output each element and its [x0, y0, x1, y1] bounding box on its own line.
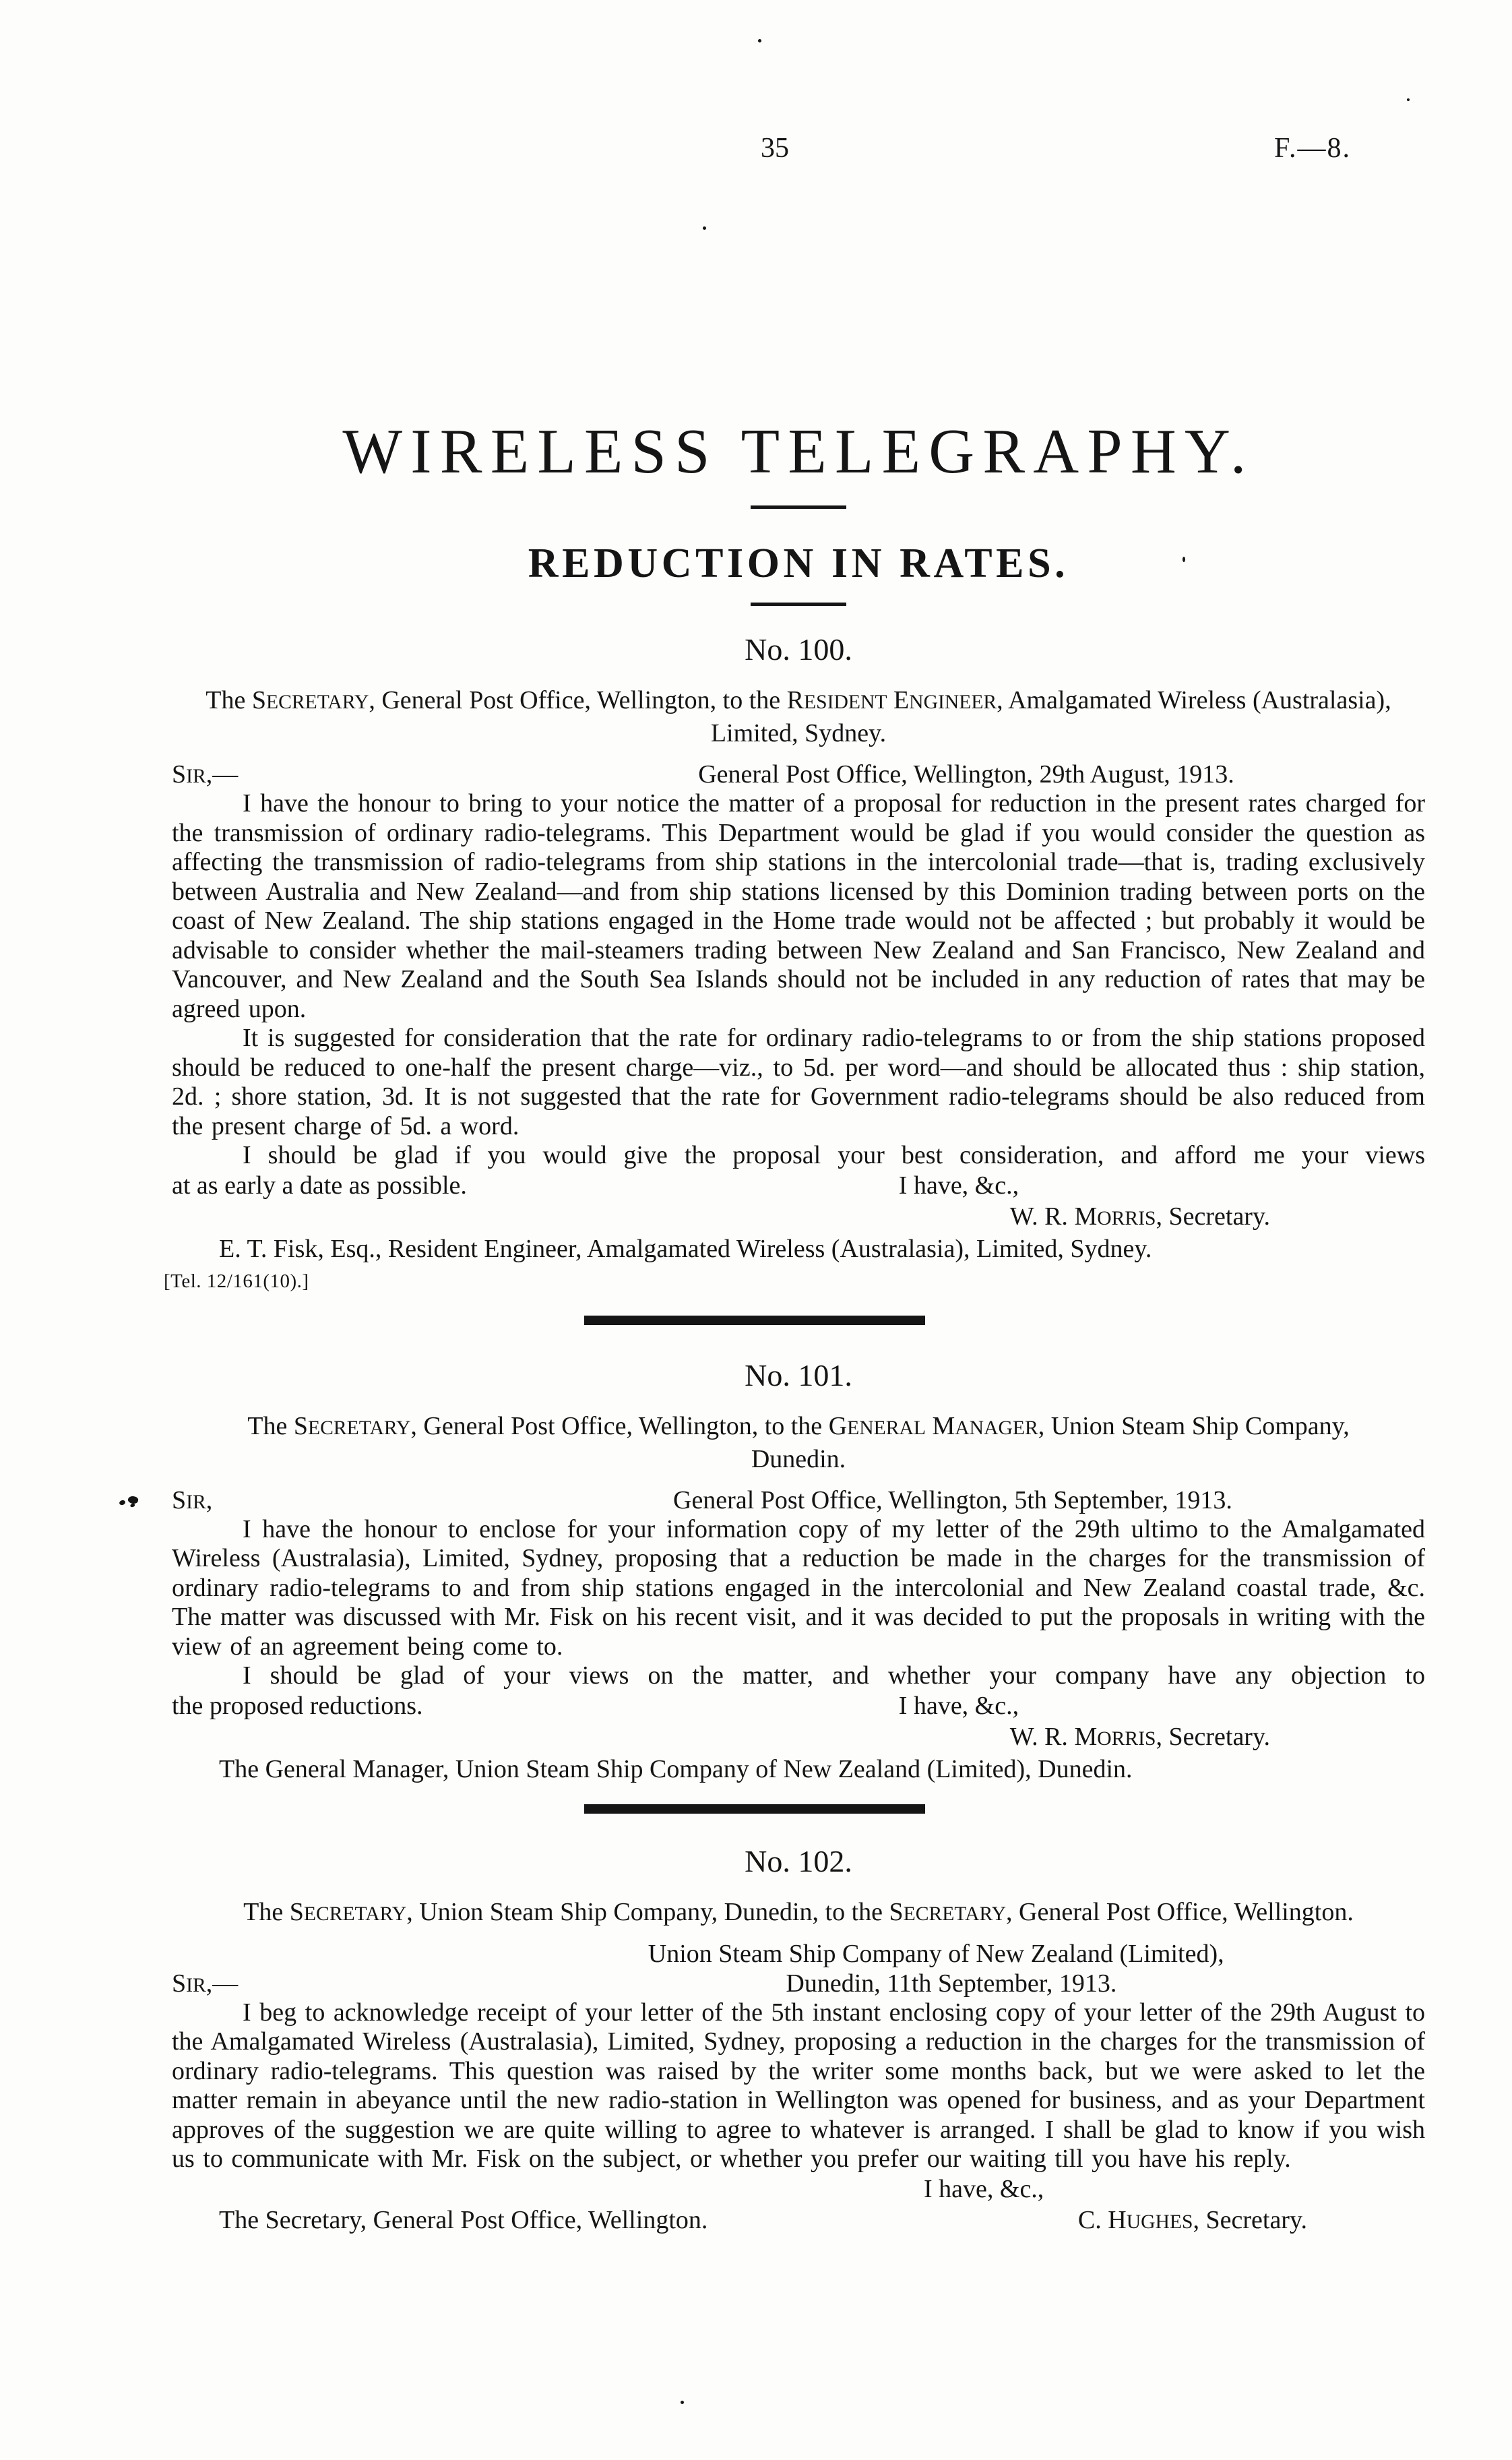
salutation: SIR,—	[172, 1969, 239, 1998]
valediction: I have, &c.,	[898, 1171, 1019, 1200]
body-paragraph: It is suggested for consideration that the rate for ordinary radio-telegrams to or from the ship stations proposed should be reduced to one-half the present charge—viz., to 5d. per word—and should be allocated thus : ship station, 2d. ; shore station, 3d. It is not suggested that the rate for Government radio-telegrams should be also reduced from the present charge of 5d. a word.	[172, 1024, 1425, 1140]
letter-number: No. 102.	[745, 1843, 852, 1878]
telegram-footnote: [Tel. 12/161(10).]	[164, 1270, 309, 1292]
sender-address: Union Steam Ship Company of New Zealand (Limited),	[648, 1939, 1224, 1968]
addressee-line: E. T. Fisk, Esq., Resident Engineer, Amalgamated Wireless (Australasia), Limited, Sydney.	[219, 1234, 1152, 1263]
closing-line: at as early a date as possible.	[172, 1171, 467, 1200]
addressee-signature-row	[172, 2205, 1425, 2236]
letter-102	[172, 1843, 1425, 2236]
signature-row	[172, 1722, 1425, 1753]
letter-100	[164, 632, 1425, 1293]
letter-number: No. 101.	[745, 1357, 852, 1392]
addressee-line: The General Manager, Union Steam Ship Company of New Zealand (Limited), Dunedin.	[219, 1754, 1133, 1783]
closing-line: the proposed reductions.	[172, 1691, 423, 1720]
page-header	[172, 132, 1425, 167]
body-paragraph: I have the honour to bring to your notice the matter of a proposal for reduction in the present rates charged for the transmission of ordinary radio-telegrams. This Department would be glad if you would consider the question as affecting the transmission of radio-telegrams from ship stations in the intercolonial trade—that is, trading exclusively between Australia and New Zealand—and from ship stations licensed by this Dominion trading between ports on the coast of New Zealand. The ship stations engaged in the Home trade would not be affected ; but probably it would be advisable to consider whether the mail-steamers trading between New Zealand and San Francisco, New Zealand and Vancouver, and New Zealand and the South Sea Islands should not be included in any reduction of rates that may be agreed upon.	[172, 789, 1425, 1023]
ink-mark	[119, 1496, 142, 1512]
body-paragraph: I should be glad if you would give the proposal your best consideration, and afford me your views	[243, 1141, 1425, 1169]
title-rule	[751, 505, 846, 509]
section-divider	[584, 1804, 925, 1814]
sender-address-row	[172, 1939, 1425, 1969]
scan-speckle	[681, 2401, 684, 2404]
paper-reference: F.—8.	[1274, 133, 1351, 164]
letter-heading: The SECRETARY, General Post Office, Wellington, to the RESIDENT ENGINEER, Amalgamated Wireless (Australasia), Limited, Sydney.	[206, 686, 1391, 747]
scan-speckle	[1183, 557, 1185, 562]
salutation: SIR,	[172, 1485, 213, 1514]
dateline: General Post Office, Wellington, 5th September, 1913.	[673, 1485, 1232, 1514]
salutation-date-row	[172, 760, 1425, 789]
scan-speckle	[758, 39, 761, 42]
salutation-date-row	[172, 1969, 1425, 1998]
body-paragraph: I beg to acknowledge receipt of your letter of the 5th instant enclosing copy of your letter of the 29th August to the Amalgamated Wireless (Australasia), Limited, Sydney, proposing a reduction in the charges for the transmission of ordinary radio-telegrams. This question was raised by the writer some months back, but we were asked to let the matter remain in abeyance until the new radio-station in Wellington was opened for business, and as your Department approves of the suggestion we are quite willing to agree to whatever is arranged. I shall be glad to know if you wish us to communicate with Mr. Fisk on the subject, or whether you prefer our waiting till you have his reply.	[172, 1998, 1425, 2173]
dateline: Dunedin, 11th September, 1913.	[786, 1969, 1117, 1998]
section-divider	[584, 1316, 925, 1325]
salutation: SIR,—	[172, 760, 239, 789]
body-paragraph: I should be glad of your views on the matter, and whether your company have any objection to	[243, 1661, 1425, 1690]
addressee-line: The Secretary, General Post Office, Wellington.	[219, 2205, 708, 2234]
body-paragraph: I have the honour to enclose for your information copy of my letter of the 29th ultimo to the Amalgamated Wireless (Australasia), Limited, Sydney, proposing that a reduction be made in the charges for the transmission of ordinary radio-telegrams to and from ship stations engaged in the intercolonial and New Zealand coastal trade, &c. The matter was discussed with Mr. Fisk on his recent visit, and it was decided to put the proposals in writing with the view of an agreement being come to.	[172, 1514, 1425, 1661]
document-subtitle: REDUCTION IN RATES.	[528, 541, 1069, 586]
letter-heading: The SECRETARY, Union Steam Ship Company, Dunedin, to the SECRETARY, General Post Office, Wellington.	[243, 1897, 1354, 1926]
letter-heading: The SECRETARY, General Post Office, Wellington, to the GENERAL MANAGER, Union Steam Ship Company, Dunedin.	[247, 1411, 1350, 1473]
subtitle-rule	[751, 603, 846, 606]
salutation-date-row	[172, 1485, 1425, 1515]
closing-row	[172, 1691, 1425, 1721]
dateline: General Post Office, Wellington, 29th August, 1913.	[698, 760, 1234, 789]
signature: W. R. MORRIS, Secretary.	[1009, 1202, 1270, 1231]
page-number: 35	[761, 133, 789, 164]
closing-row	[172, 1171, 1425, 1200]
valediction: I have, &c.,	[924, 2174, 1044, 2203]
valediction: I have, &c.,	[898, 1691, 1019, 1720]
signature: C. HUGHES, Secretary.	[1077, 2205, 1307, 2234]
document-title: WIRELESS TELEGRAPHY.	[342, 417, 1255, 487]
scan-speckle	[1407, 98, 1410, 101]
valediction-row	[172, 2174, 1425, 2204]
letter-101	[172, 1357, 1425, 1784]
signature: W. R. MORRIS, Secretary.	[1009, 1722, 1270, 1751]
letter-number: No. 100.	[745, 632, 852, 667]
signature-row	[172, 1202, 1425, 1233]
scan-speckle	[703, 226, 706, 230]
